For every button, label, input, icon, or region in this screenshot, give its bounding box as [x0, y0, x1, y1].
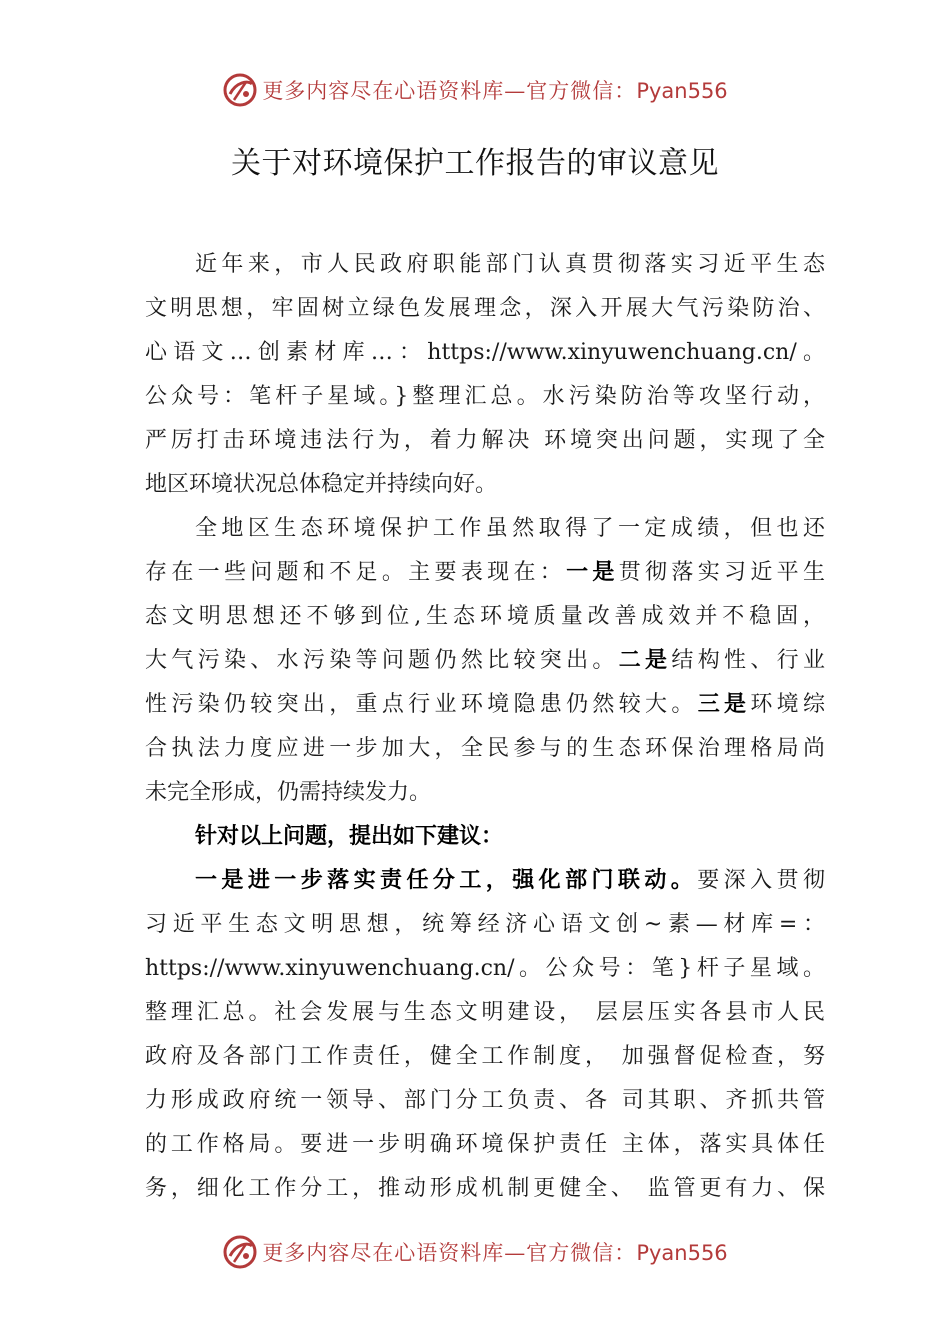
point-label-2: 二是: [618, 648, 672, 673]
text-line: 一是进一步落实责任分工，强化部门联动。要深入贯彻: [195, 868, 825, 893]
paragraph-3: [145, 859, 825, 1211]
wechat-id: Pyan556: [636, 1241, 728, 1265]
text-line: 全地区生态环境保护工作虽然取得了一定成绩，但也还: [195, 516, 825, 541]
text-line: https://www.xinyuwenchuang.cn/。公众号：笔}杆子星域。: [145, 956, 825, 981]
text-line: 近年来，市人民政府职能部门认真贯彻落实习近平生态: [195, 252, 825, 277]
text-line: 态文明思想还不够到位,生态环境质量改善成效并不稳固，: [145, 604, 825, 629]
document-title: 关于对环境保护工作报告的审议意见: [231, 146, 719, 181]
text-line: 的工作格局。要进一步明确环境保护责任 主体，落实具体任: [145, 1132, 825, 1157]
banner-text: 更多内容尽在心语资料库—官方微信：Pyan556: [262, 1241, 728, 1265]
wechat-id: Pyan556: [636, 79, 728, 103]
text-line: 地区环境状况总体稳定并持续向好。: [145, 472, 498, 497]
point-label-1: 一是: [566, 560, 619, 585]
brand-logo-icon: [222, 72, 258, 108]
text-line: 力形成政府统一领导、部门分工负责、各 司其职、齐抓共管: [145, 1088, 825, 1113]
text-line: 心语文…创素材库…：https://www.xinyuwenchuang.cn/。: [145, 340, 825, 365]
text-line: 文明思想，牢固树立绿色发展理念，深入开展大气污染防治、: [145, 296, 825, 321]
text-line: 习近平生态文明思想，统筹经济心语文创~素—材库=：: [145, 912, 825, 937]
paragraph-2: [145, 507, 825, 815]
suggestion-lead: 一是进一步落实责任分工，强化部门联动。: [195, 868, 698, 893]
brand-logo-icon: [222, 1234, 258, 1270]
banner-text: 更多内容尽在心语资料库—官方微信：Pyan556: [262, 79, 728, 103]
text-line: 政府及各部门工作责任，健全工作制度， 加强督促检查，努: [145, 1044, 825, 1069]
text-line: 性污染仍较突出，重点行业环境隐患仍然较大。三是环境综: [145, 692, 825, 717]
text-line: 存在一些问题和不足。主要表现在：一是贯彻落实习近平生: [145, 560, 825, 585]
text-line: 务，细化工作分工，推动形成机制更健全、 监管更有力、保: [145, 1176, 825, 1201]
text-line: 严厉打击环境违法行为，着力解决 环境突出问题，实现了全: [145, 428, 825, 453]
footer-banner: [0, 1232, 950, 1272]
suggestion-heading: 针对以上问题，提出如下建议：: [195, 824, 504, 849]
text-line: 大气污染、水污染等问题仍然比较突出。二是结构性、行业: [145, 648, 825, 673]
paragraph-1: [145, 243, 825, 507]
text-line: 未完全形成，仍需持续发力。: [145, 780, 432, 805]
text-line: 整理汇总。社会发展与生态文明建设， 层层压实各县市人民: [145, 1000, 825, 1025]
header-banner: [0, 70, 950, 110]
text-line: 公众号：笔杆子星域。}整理汇总。水污染防治等攻坚行动，: [145, 384, 825, 409]
point-label-3: 三是: [697, 692, 751, 717]
text-line: 合执法力度应进一步加大，全民参与的生态环保治理格局尚: [145, 736, 825, 761]
document-body: [145, 243, 825, 1211]
